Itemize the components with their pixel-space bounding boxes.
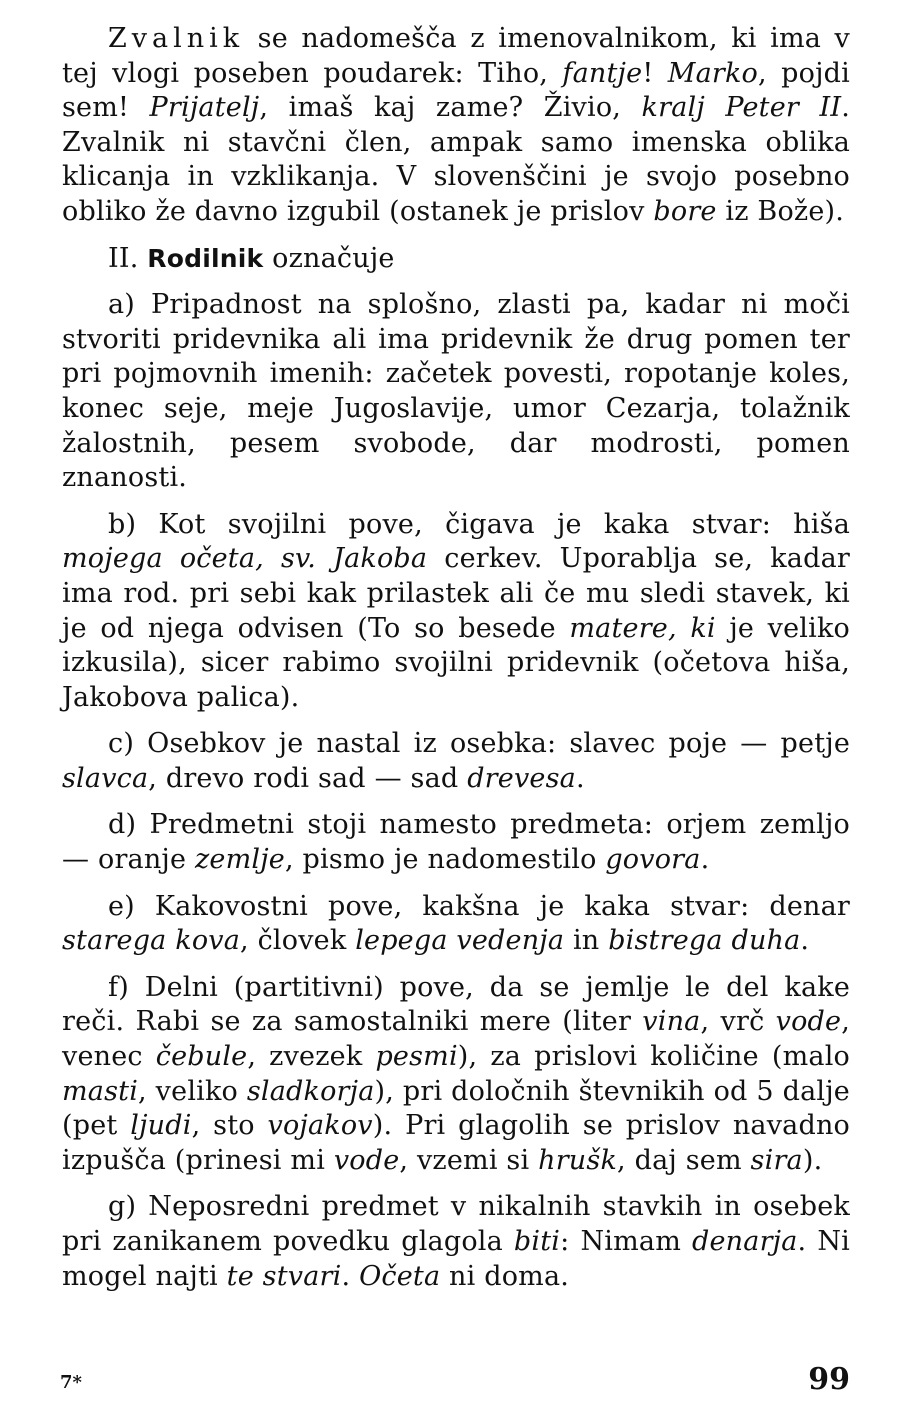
text-run: vode	[775, 1006, 842, 1038]
text-run: g) Neposredni predmet v nikalnih stavkih in osebek pri zanikanem povedku glagola	[62, 1191, 850, 1257]
page-number: 99	[808, 1362, 850, 1397]
text-run: Prijatelj	[149, 92, 260, 124]
text-run: pesmi	[375, 1041, 458, 1073]
text-run: f) Delni (partitivni) pove, da se jemlje le del kake reči. Rabi se za samostalniki mere (liter	[62, 971, 850, 1038]
text-run: e) Kakovostni pove, kakšna je kaka stvar: denar	[108, 890, 850, 922]
text-run: mojega očeta, sv. Jakoba	[62, 543, 428, 575]
paragraph-zvalnik	[62, 22, 850, 230]
text-run: , daj sem	[617, 1144, 751, 1176]
text-run: .	[341, 1260, 360, 1292]
text-run: .	[700, 844, 710, 876]
text-run: bore	[653, 195, 717, 227]
paragraph-item-c	[62, 727, 850, 796]
text-run: masti	[62, 1075, 139, 1107]
text-run: hrušk	[538, 1144, 618, 1176]
text-run: ni doma.	[440, 1260, 570, 1292]
text-run: !	[642, 57, 668, 89]
text-run: slavca	[62, 762, 149, 794]
text-run: , pojdi sem!	[62, 57, 850, 124]
text-run: kralj Peter II	[641, 92, 842, 124]
text-run: drevesa	[467, 762, 576, 794]
text-run: : Nimam	[560, 1226, 693, 1257]
text-run: a) Pripadnost na splošno, zlasti pa, kadar ni moči stvoriti pridevnika ali ima pridevnik že drug pomen ter pri pojmovnih imenih: začetek povesti, ropotanje koles, konec seje, meje Jugoslavije, umor Cezarja, tolažnik žalostnih, pesem svobode, dar modrosti, pomen znanosti.	[62, 289, 850, 494]
text-run: biti	[513, 1226, 561, 1257]
paragraph-item-g	[62, 1190, 850, 1294]
text-run: govora	[605, 844, 701, 876]
paragraph-item-f	[62, 971, 850, 1179]
text-run: , vzemi si	[399, 1144, 539, 1176]
text-run: matere, ki	[569, 612, 716, 644]
paragraph-item-a	[62, 288, 850, 496]
text-run: d) Predmetni stoji namesto predmeta: orjem zemljo — oranje	[62, 809, 850, 876]
text-run: , zvezek	[247, 1041, 376, 1073]
text-run: .	[575, 762, 585, 794]
paragraph-item-e	[62, 890, 850, 959]
text-run: je veliko izkusila), sicer rabimo svojilni pridevnik (očetova hiša, Jakobova palica).	[62, 612, 850, 713]
text-run: Marko	[667, 57, 759, 89]
text-run: sladkorja	[246, 1075, 375, 1107]
text-run: ). Pri glagolih se prislov navadno izpušča (prinesi mi	[62, 1110, 850, 1176]
text-run: , vrč	[700, 1006, 776, 1038]
text-run: . Ni mogel najti	[62, 1226, 850, 1292]
text-run: zemlje	[194, 844, 285, 876]
text-run: Rodilnik	[147, 243, 264, 273]
text-run: označuje	[263, 242, 395, 274]
text-run: denarja	[692, 1226, 798, 1257]
signature-mark: 7*	[60, 1372, 82, 1393]
text-run: , veliko	[138, 1075, 247, 1107]
text-run: te stvari	[226, 1260, 342, 1292]
text-run: , venec	[62, 1006, 850, 1073]
text-run: , pismo je nadomestilo	[284, 844, 606, 876]
text-run: c) Osebkov je nastal iz osebka: slavec poje — petje	[108, 728, 850, 760]
text-run: bistrega duha	[608, 925, 801, 957]
text-run: čebule	[155, 1041, 248, 1073]
text-run: ), pri določnih števnikih od 5 dalje (pet	[62, 1075, 850, 1142]
text-run: iz Bože).	[716, 195, 845, 227]
text-run: ljudi	[130, 1110, 192, 1142]
text-run: vina	[642, 1006, 701, 1038]
text-run: sira	[750, 1144, 803, 1176]
text-run: II.	[108, 242, 148, 274]
text-run: in	[564, 925, 609, 957]
text-run: .	[800, 925, 810, 957]
text-run: starega kova	[62, 925, 241, 957]
paragraph-rodilnik-heading	[62, 242, 850, 277]
text-run: fantje	[562, 57, 643, 89]
text-run: , imaš kaj zame? Živio,	[259, 92, 642, 124]
text-run: Zvalnik	[108, 23, 245, 54]
text-run: . Zvalnik ni stavčni člen, ampak samo imenska oblika klicanja in vzklikanja. V slovenščini je svojo posebno obliko že davno izgubil (ostanek je prislov	[62, 92, 850, 227]
text-run: vojakov	[267, 1110, 373, 1142]
text-run: , sto	[191, 1110, 268, 1142]
paragraph-item-d	[62, 808, 850, 877]
text-run: ).	[802, 1144, 823, 1176]
text-run: b) Kot svojilni pove, čigava je kaka stvar: hiša	[108, 508, 850, 540]
text-run: , človek	[240, 925, 356, 957]
text-run: Očeta	[359, 1260, 441, 1292]
text-run: cerkev. Uporablja se, kadar ima rod. pri sebi kak prilastek ali če mu sledi stavek, ki je od njega odvisen (To so besede	[62, 543, 850, 644]
text-run: lepega vedenja	[355, 925, 565, 957]
text-run: ), za prislovi količine (malo	[457, 1041, 850, 1073]
text-run: , drevo rodi sad — sad	[148, 762, 468, 794]
body-text	[62, 22, 850, 1306]
text-run: se nadomešča z imenovalnikom, ki ima v tej vlogi poseben poudarek: Tiho,	[62, 23, 850, 89]
text-run: vode	[333, 1144, 400, 1176]
paragraph-item-b	[62, 508, 850, 716]
